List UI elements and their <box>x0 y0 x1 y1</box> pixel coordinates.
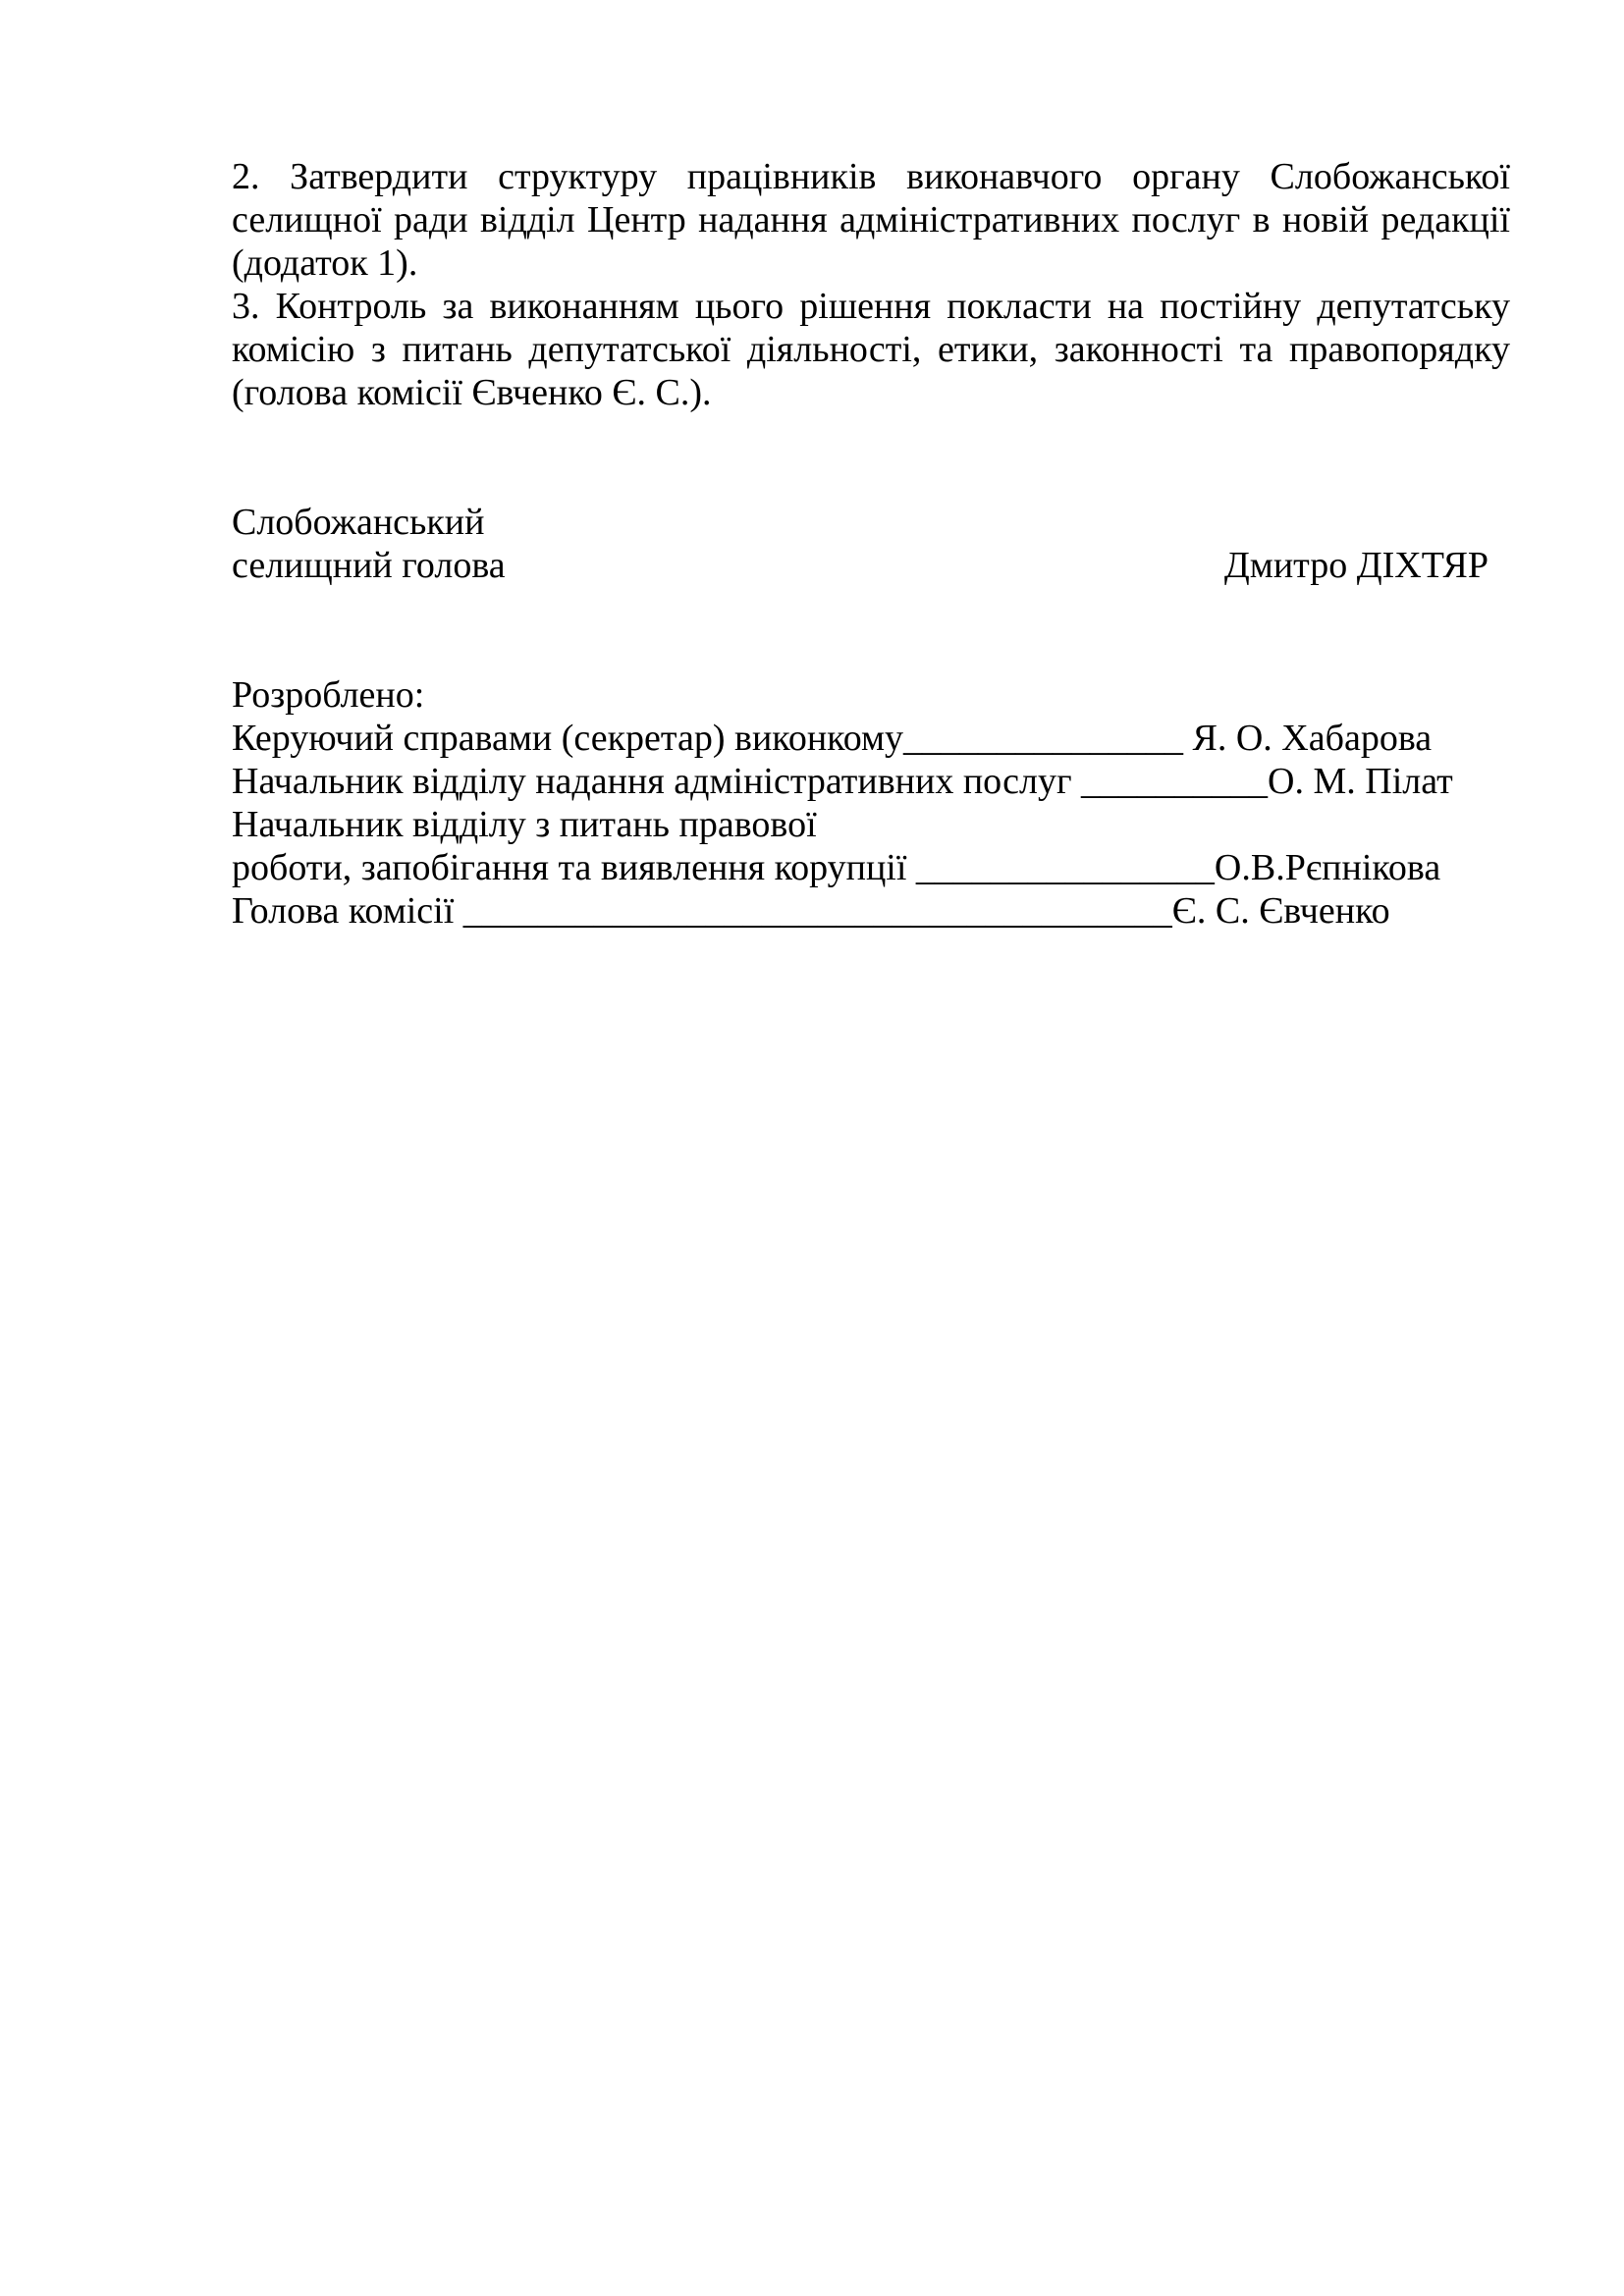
approval-line-secretary: Керуючий справами (секретар) виконкому_______________ Я. О. Хабарова <box>232 718 1433 759</box>
paragraph-item-3: 3. Контроль за виконанням цього рішення покласти на постійну депутатську комісію з питань депутатської діяльності, етики, законності та правопорядку (голова комісії Євченко Є. С.). <box>232 286 1510 413</box>
approvals-block <box>232 673 1510 933</box>
approval-line-commission: Голова комісії ______________________________________Є. С. Євченко <box>232 890 1390 932</box>
approval-line-admin-services: Начальник відділу надання адміністративних послуг __________О. М. Пілат <box>232 761 1453 802</box>
document-body <box>232 155 1510 933</box>
paragraph-item-2: 2. Затвердити структуру працівників виконавчого органу Слобожанської селищної ради відділ Центр надання адміністративних послуг в новій редакції (додаток 1). <box>232 156 1510 284</box>
signature-title-line1: Слобожанський <box>232 502 485 543</box>
signature-title-line2: селищний голова <box>232 545 506 586</box>
signature-block <box>232 501 1510 587</box>
approval-line-legal-1: Начальник відділу з питань правової <box>232 804 817 845</box>
approval-line-legal-2: роботи, запобігання та виявлення корупції ________________О.В.Рєпнікова <box>232 847 1441 888</box>
signature-name: Дмитро ДІХТЯР <box>1223 545 1489 586</box>
approvals-heading: Розроблено: <box>232 674 425 716</box>
